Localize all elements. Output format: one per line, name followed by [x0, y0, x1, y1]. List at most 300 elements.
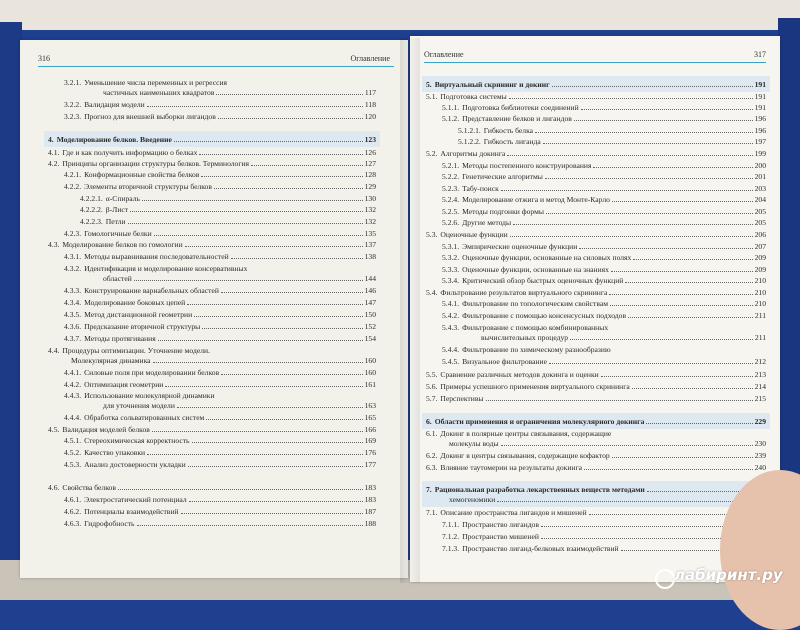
toc-number: 4.4.1. [64, 368, 82, 377]
toc-page-number: 150 [364, 310, 376, 319]
toc-entry [80, 205, 376, 214]
toc-number: 3.2.2. [64, 100, 82, 109]
toc-page-number: 146 [364, 286, 376, 295]
toc-entry [442, 114, 766, 123]
dot-leader [188, 466, 363, 467]
right-header-rule [424, 62, 766, 63]
toc-title: Докинг в полярные центры связывания, содержащие [440, 429, 612, 438]
toc-number: 4.5.3. [64, 460, 82, 469]
dot-leader [535, 132, 753, 133]
toc-title: Петли [105, 217, 126, 226]
toc-page-number: 205 [754, 218, 766, 227]
toc-number: 4.3.6. [64, 322, 82, 331]
toc-number: 5.4. [426, 288, 438, 297]
toc-entry [426, 149, 766, 158]
dot-leader [137, 525, 363, 526]
toc-title: Подготовка библиотеки соединений [462, 103, 579, 112]
dot-leader [609, 294, 752, 295]
toc-entry [64, 229, 376, 238]
toc-page-number: 210 [754, 299, 766, 308]
dot-leader [541, 526, 753, 527]
toc-number: 5.2.2. [442, 172, 460, 181]
toc-page-number: 154 [364, 334, 376, 343]
toc-title: Визуальное фильтрование [462, 357, 547, 366]
toc-number: 5.2.3. [442, 184, 460, 193]
toc-page-number: 191 [754, 80, 766, 89]
toc-page-number: 240 [754, 463, 766, 472]
dot-leader [579, 248, 752, 249]
toc-entry [64, 78, 376, 87]
dot-leader [199, 154, 362, 155]
toc-number: 5.1.2.1. [458, 126, 481, 135]
toc-page-number: 138 [364, 252, 376, 261]
toc-page-number: 229 [754, 417, 766, 426]
dot-leader [646, 423, 752, 424]
toc-page-number: 160 [364, 368, 376, 377]
toc-entry [64, 322, 376, 331]
toc-chapter-entry [48, 135, 376, 144]
toc-page-number: 127 [364, 159, 376, 168]
toc-title: Докинг в центры связывания, содержащие кофактор [440, 451, 610, 460]
toc-title: Методы постепенного конструирования [462, 161, 592, 170]
toc-number: 4.3.2. [64, 264, 82, 273]
toc-entry [64, 112, 376, 121]
toc-entry [48, 346, 376, 355]
toc-page-number: 183 [364, 495, 376, 504]
toc-number: 4.5.2. [64, 448, 82, 457]
toc-number: 4.2.3. [64, 229, 82, 238]
toc-entry [100, 274, 376, 283]
toc-number: 4.1. [48, 148, 60, 157]
toc-page-number: 211 [754, 311, 766, 320]
toc-entry [442, 242, 766, 251]
dot-leader [192, 442, 363, 443]
toc-entry [80, 194, 376, 203]
toc-number: 5.2.5. [442, 207, 460, 216]
dot-leader [221, 292, 363, 293]
toc-entry [64, 100, 376, 109]
dot-leader [134, 280, 363, 281]
toc-title: Анализ достоверности укладки [84, 460, 186, 469]
toc-page-number: 197 [754, 137, 766, 146]
toc-page-number: 132 [364, 205, 376, 214]
toc-title: Силовые поля при моделировании белков [84, 368, 220, 377]
toc-entry [442, 161, 766, 170]
right-page-number: 317 [754, 50, 766, 59]
toc-number: 3.2.1. [64, 78, 82, 87]
toc-title: Генетические алгоритмы [462, 172, 543, 181]
toc-title: Оценочные функции, основанные на знаниях [462, 265, 609, 274]
toc-entry [442, 532, 766, 541]
toc-title: Элементы вторичной структуры белков [84, 182, 212, 191]
toc-number: 4.4. [48, 346, 60, 355]
toc-page-number: 203 [754, 184, 766, 193]
toc-entry [48, 159, 376, 168]
toc-entry [48, 148, 376, 157]
toc-number: 4.5.1. [64, 436, 82, 445]
toc-page-number: 135 [364, 229, 376, 238]
toc-title: Оценочные функции, основанные на силовых полях [462, 253, 632, 262]
toc-title: молекулы воды [449, 439, 499, 448]
toc-title: Обработка сольватированных систем [84, 413, 205, 422]
toc-entry [64, 380, 376, 389]
toc-page-number: 132 [364, 217, 376, 226]
toc-number: 6.3. [426, 463, 438, 472]
toc-page-number: 176 [364, 448, 376, 457]
toc-title: Свойства белков [62, 483, 116, 492]
toc-entry [64, 519, 376, 528]
toc-page-number: 161 [364, 380, 376, 389]
toc-entry [64, 170, 376, 179]
toc-page-number: 130 [364, 194, 376, 203]
toc-entry [64, 368, 376, 377]
dot-leader [486, 400, 753, 401]
dot-leader [509, 98, 753, 99]
watermark-logo-icon [655, 569, 675, 589]
toc-page-number: 126 [364, 148, 376, 157]
dot-leader [128, 223, 363, 224]
toc-entry [100, 401, 376, 410]
toc-entry [64, 252, 376, 261]
toc-number: 4.3. [48, 240, 60, 249]
dot-leader [181, 513, 363, 514]
dot-leader [601, 376, 753, 377]
toc-number: 5.5. [426, 370, 438, 379]
toc-page-number: 166 [364, 425, 376, 434]
toc-title: Методы выравнивания последовательностей [84, 252, 229, 261]
toc-title: Примеры успешного применения виртуального скрининга [440, 382, 630, 391]
toc-chapter-entry [426, 417, 766, 426]
toc-number: 5.2.4. [442, 195, 460, 204]
toc-title: Фильтрование с помощью комбинированных [462, 323, 609, 332]
dot-leader [545, 178, 753, 179]
dot-leader [574, 120, 753, 121]
toc-page-number: 183 [364, 483, 376, 492]
toc-page-number: 117 [364, 88, 376, 97]
toc-number: 5.1. [426, 92, 438, 101]
dot-leader [206, 419, 362, 420]
toc-number: 5.2.1. [442, 161, 460, 170]
toc-entry [446, 439, 766, 448]
dot-leader [612, 457, 753, 458]
toc-page-number: 128 [364, 170, 376, 179]
dot-leader [214, 188, 363, 189]
toc-number: 4.2.2. [64, 182, 82, 191]
toc-page-number: 210 [754, 288, 766, 297]
left-header-rule [38, 66, 394, 67]
background-wall [0, 0, 800, 30]
dot-leader [216, 94, 362, 95]
dot-leader [513, 224, 752, 225]
toc-number: 4.6.3. [64, 519, 82, 528]
toc-number: 4.4.3. [64, 391, 82, 400]
dot-leader [647, 491, 753, 492]
dot-leader [570, 339, 753, 340]
toc-title: Использование молекулярной динамики [84, 391, 215, 400]
toc-chapter-entry [426, 80, 766, 89]
toc-page-number: 214 [754, 382, 766, 391]
toc-entry [442, 544, 766, 553]
toc-page-number: 123 [364, 135, 376, 144]
toc-title: Метод дистанционной геометрии [84, 310, 193, 319]
dot-leader [130, 211, 363, 212]
toc-entry [426, 463, 766, 472]
toc-number: 5.4.4. [442, 345, 460, 354]
toc-entry [446, 495, 766, 504]
dot-leader [158, 340, 363, 341]
toc-entry [442, 311, 766, 320]
toc-entry [442, 218, 766, 227]
toc-number: 4.2.2.2. [80, 205, 103, 214]
toc-page-number: 144 [364, 274, 376, 283]
toc-title: Гибкость лиганда [483, 137, 541, 146]
toc-title: Оптимизация геометрии [84, 380, 164, 389]
dot-leader [593, 167, 752, 168]
toc-page-number: 199 [754, 149, 766, 158]
toc-entry [48, 483, 376, 492]
dot-leader [510, 236, 753, 237]
toc-title: Конструирование вариабельных областей [84, 286, 219, 295]
toc-title: Фильтрование по топологическим свойствам [462, 299, 608, 308]
toc-page-number: 191 [754, 92, 766, 101]
dot-leader [501, 445, 753, 446]
dot-leader [612, 201, 753, 202]
toc-number: 4.6. [48, 483, 60, 492]
toc-page-number: 207 [754, 242, 766, 251]
toc-entry [426, 230, 766, 239]
toc-number: 7.1. [426, 508, 438, 517]
toc-number: 3.2.3. [64, 112, 82, 121]
toc-page-number: 118 [364, 100, 376, 109]
toc-page-number: 205 [754, 207, 766, 216]
toc-title: Качество упаковки [84, 448, 146, 457]
toc-number: 5.1.2.2. [458, 137, 481, 146]
toc-title: Пространство лиганд-белковых взаимодействий [462, 544, 619, 553]
toc-entry [458, 137, 766, 146]
dot-leader [202, 328, 362, 329]
toc-page-number: 120 [364, 112, 376, 121]
dot-leader [625, 282, 752, 283]
toc-entry [442, 103, 766, 112]
toc-page-number: 211 [754, 333, 766, 342]
toc-entry [426, 451, 766, 460]
toc-entry [64, 495, 376, 504]
toc-number: 4.4.2. [64, 380, 82, 389]
dot-leader [189, 501, 363, 502]
dot-leader [118, 489, 363, 490]
toc-title: Подготовка системы [440, 92, 507, 101]
toc-title: Табу-поиск [462, 184, 499, 193]
toc-entry [64, 286, 376, 295]
toc-title: Конформационные свойства белков [84, 170, 200, 179]
toc-title: Оценочные функции [440, 230, 508, 239]
toc-number: 4.2.2.1. [80, 194, 103, 203]
toc-entry [442, 195, 766, 204]
toc-entry [458, 126, 766, 135]
toc-entry [426, 288, 766, 297]
toc-title: хемогеномики [449, 495, 496, 504]
toc-number: 4. [48, 135, 54, 144]
toc-entry [442, 265, 766, 274]
toc-title: Прогноз для внешней выборки лигандов [84, 112, 216, 121]
toc-title: Идентификация и моделирование консервативных [84, 264, 248, 273]
toc-title: Моделирование боковых цепей [84, 298, 186, 307]
toc-title: Пространство мишеней [462, 532, 539, 541]
toc-number: 7. [426, 485, 432, 494]
toc-page-number: 177 [364, 460, 376, 469]
dot-leader [549, 363, 753, 364]
dot-leader [147, 454, 363, 455]
toc-entry [64, 436, 376, 445]
toc-title: Стереохимическая корректность [84, 436, 190, 445]
toc-title: областей [103, 274, 132, 283]
toc-title: для уточнения модели [103, 401, 175, 410]
toc-title: Пространство лигандов [462, 520, 539, 529]
toc-page-number: 152 [364, 322, 376, 331]
left-running-head: Оглавление [350, 54, 390, 63]
left-page [20, 40, 408, 578]
toc-entry [442, 323, 766, 332]
toc-page-number: 129 [364, 182, 376, 191]
toc-title: Валидация модели [84, 100, 145, 109]
toc-entry [442, 184, 766, 193]
toc-title: Электростатический потенциал [84, 495, 187, 504]
toc-number: 4.4.4. [64, 413, 82, 422]
toc-number: 5.4.5. [442, 357, 460, 366]
dot-leader [251, 165, 363, 166]
toc-entry [426, 394, 766, 403]
watermark: лабиринт.ру [674, 566, 783, 584]
toc-title: Описание пространства лигандов и мишеней [440, 508, 587, 517]
toc-page-number: 239 [754, 451, 766, 460]
toc-number: 4.3.5. [64, 310, 82, 319]
toc-title: Уменьшение числа переменных и регрессия [84, 78, 228, 87]
dot-leader [221, 374, 362, 375]
toc-chapter-entry [426, 485, 766, 494]
toc-title: Гомологичные белки [84, 229, 152, 238]
toc-number: 5.4.3. [442, 323, 460, 332]
toc-title: Рациональная разработка лекарственных веществ методами [434, 485, 645, 494]
toc-entry [442, 345, 766, 354]
dot-leader [177, 407, 363, 408]
toc-page-number: 230 [754, 439, 766, 448]
toc-number: 6. [426, 417, 432, 426]
left-page-number: 316 [38, 54, 50, 63]
toc-number: 5.7. [426, 394, 438, 403]
toc-page-number: 196 [754, 114, 766, 123]
toc-entry [426, 508, 766, 517]
toc-page-number: 147 [364, 298, 376, 307]
toc-title: Методы подгонки формы [462, 207, 545, 216]
toc-page-number: 169 [364, 436, 376, 445]
toc-entry [48, 425, 376, 434]
book-cover-left [0, 22, 22, 582]
toc-number: 4.5. [48, 425, 60, 434]
toc-title: α-Спираль [105, 194, 140, 203]
toc-number: 5.1.1. [442, 103, 460, 112]
dot-leader [543, 143, 753, 144]
toc-entry [64, 507, 376, 516]
toc-title: Гибкость белка [483, 126, 534, 135]
toc-number: 5.3.3. [442, 265, 460, 274]
toc-entry [100, 88, 376, 97]
dot-leader [633, 259, 752, 260]
toc-entry [442, 520, 766, 529]
toc-number: 5. [426, 80, 432, 89]
toc-page-number: 165 [364, 413, 376, 422]
toc-number: 5.6. [426, 382, 438, 391]
toc-page-number: 206 [754, 230, 766, 239]
toc-page-number: 200 [754, 161, 766, 170]
toc-title: Моделирование отжига и метод Монте-Карло [462, 195, 610, 204]
dot-leader [187, 304, 362, 305]
toc-number: 5.1.2. [442, 114, 460, 123]
toc-page-number: 188 [364, 519, 376, 528]
dot-leader [628, 317, 753, 318]
toc-entry [442, 357, 766, 366]
toc-number: 4.2.1. [64, 170, 82, 179]
toc-title: Эмпирические оценочные функции [462, 242, 578, 251]
toc-title: Принципы организации структуры белков. Терминология [62, 159, 250, 168]
dot-leader [152, 431, 363, 432]
dot-leader [610, 305, 753, 306]
dot-leader [552, 86, 753, 87]
toc-entry [64, 334, 376, 343]
toc-number: 4.6.1. [64, 495, 82, 504]
toc-number: 6.2. [426, 451, 438, 460]
toc-entry [64, 298, 376, 307]
toc-title: Гидрофобность [84, 519, 135, 528]
toc-entry [442, 207, 766, 216]
toc-page-number: 196 [754, 126, 766, 135]
toc-entry [478, 333, 766, 342]
toc-number: 4.3.7. [64, 334, 82, 343]
dot-leader [632, 388, 753, 389]
toc-entry [442, 299, 766, 308]
toc-page-number: 160 [364, 356, 376, 365]
toc-title: вычислительных процедур [481, 333, 569, 342]
dot-leader [501, 190, 753, 191]
toc-entry [64, 264, 376, 273]
toc-page-number: 209 [754, 253, 766, 262]
dot-leader [154, 235, 363, 236]
toc-number: 5.3.2. [442, 253, 460, 262]
toc-entry [68, 356, 376, 365]
toc-entry [48, 240, 376, 249]
dot-leader [497, 501, 752, 502]
toc-title: Процедуры оптимизации. Уточнение модели. [62, 346, 210, 355]
toc-title: Моделирование белков. Введение [56, 135, 172, 144]
right-running-head: Оглавление [424, 50, 464, 59]
toc-title: Фильтрование по химическому разнообразию [462, 345, 611, 354]
dot-leader [201, 176, 362, 177]
toc-number: 5.3.4. [442, 276, 460, 285]
toc-number: 5.3. [426, 230, 438, 239]
toc-entry [64, 391, 376, 400]
toc-number: 7.1.1. [442, 520, 460, 529]
toc-title: Виртуальный скрининг и докинг [434, 80, 550, 89]
toc-title: Алгоритмы докинга [440, 149, 506, 158]
toc-entry [64, 448, 376, 457]
toc-number: 4.3.3. [64, 286, 82, 295]
dot-leader [174, 141, 363, 142]
toc-page-number: 215 [754, 394, 766, 403]
right-page [410, 36, 780, 582]
toc-number: 5.4.1. [442, 299, 460, 308]
toc-entry [426, 92, 766, 101]
toc-number: 4.6.2. [64, 507, 82, 516]
toc-title: Влияние таутомерии на результаты докинга [440, 463, 582, 472]
